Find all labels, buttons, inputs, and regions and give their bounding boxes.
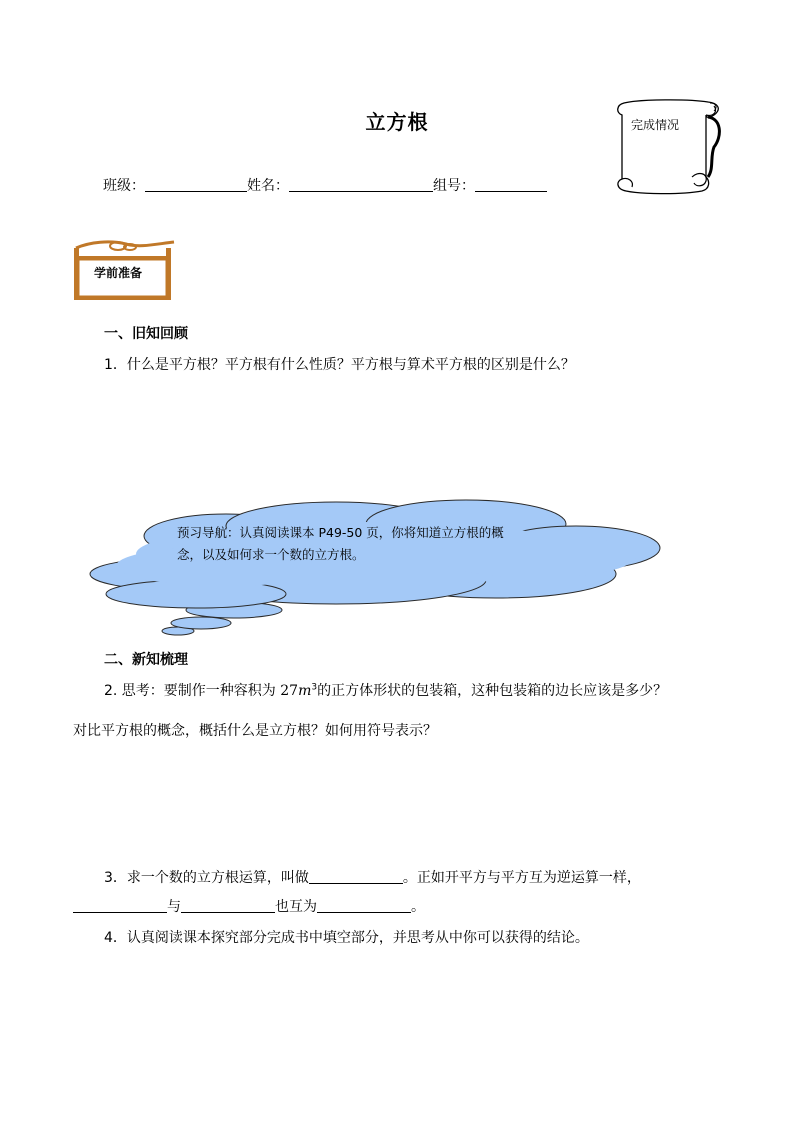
class-label: 班级：	[103, 178, 145, 194]
name-label: 姓名：	[247, 178, 289, 194]
q2-unit: m	[298, 683, 312, 699]
cloud-line-1: 预习导航：认真阅读课本 P49-50 页，你将知道立方根的概	[177, 525, 504, 540]
question-4: 4．认真阅读课本探究部分完成书中填空部分，并思考从中你可以获得的结论。	[104, 930, 589, 946]
group-blank[interactable]	[475, 177, 547, 192]
q3-blank-2[interactable]	[73, 898, 167, 913]
q2-number: 27	[280, 683, 299, 699]
q2-post: 的正方体形状的包装箱，这种包装箱的边长应该是多少？	[317, 683, 668, 699]
class-blank[interactable]	[145, 177, 247, 192]
question-3-line-2	[73, 896, 425, 916]
sign-label: 学前准备	[94, 266, 143, 280]
q3-part-c: 与	[167, 899, 181, 915]
cloud-line-2: 念，以及如何求一个数的立方根。	[177, 547, 365, 562]
section2-heading: 二、新知梳理	[104, 652, 188, 668]
name-blank[interactable]	[289, 177, 433, 192]
question-2-line-2: 对比平方根的概念，概括什么是立方根？如何用符号表示？	[73, 723, 437, 739]
scroll-icon	[610, 97, 725, 197]
q3-blank-4[interactable]	[317, 898, 411, 913]
q3-blank-3[interactable]	[181, 898, 275, 913]
group-label: 组号：	[433, 178, 475, 194]
cloud-callout-icon	[86, 496, 666, 640]
q3-part-d: 也互为	[275, 899, 317, 915]
q3-part-b: 。正如开平方与平方互为逆运算一样，	[402, 870, 641, 886]
question-2-line-1	[104, 680, 667, 700]
q2-pre: 2. 思考：要制作一种容积为	[104, 683, 281, 699]
student-info-row	[103, 175, 547, 195]
q3-part-a: 3．求一个数的立方根运算，叫做	[104, 870, 309, 886]
question-1: 1．什么是平方根？平方根有什么性质？平方根与算术平方根的区别是什么？	[104, 357, 575, 373]
q3-part-e: 。	[411, 899, 425, 915]
page-title: 立方根	[365, 110, 429, 134]
q3-blank-1[interactable]	[309, 869, 403, 884]
preview-guide-text	[177, 522, 567, 566]
q2-exponent: 3	[311, 682, 318, 693]
section1-heading: 一、旧知回顾	[104, 326, 188, 342]
scroll-label: 完成情况	[631, 118, 680, 132]
question-3-line-1	[104, 867, 641, 887]
